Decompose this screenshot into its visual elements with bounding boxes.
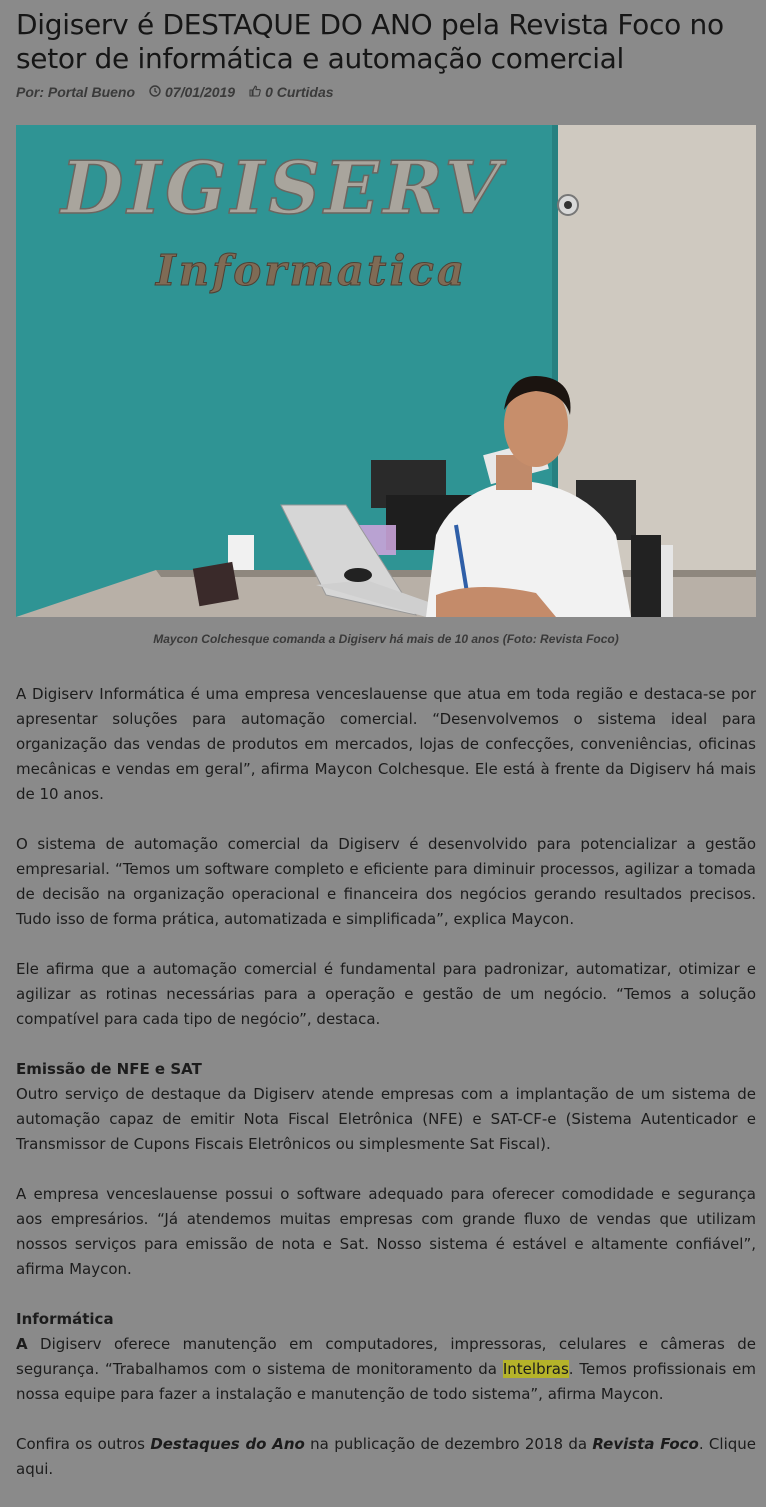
paragraph: O sistema de automação comercial da Digiserv é desenvolvido para potencializar a gestão empresarial. “Temos um software completo e eficiente para diminuir processos, agilizar a tomada de decisão na organização operacional e financeira dos negócios gerando resultados precisos. Tudo isso de forma prática, automatizada e simplificada”, explica Maycon. <box>16 835 756 928</box>
closing-paragraph <box>16 1432 756 1482</box>
author[interactable] <box>16 84 135 100</box>
likes-label: 0 Curtidas <box>265 84 334 100</box>
sign-sub-text: Informatica <box>156 246 468 295</box>
likes[interactable] <box>249 84 333 100</box>
publish-date <box>149 84 235 100</box>
paragraph-text: . Temos profissionais em nossa equipe para fazer a instalação e manutenção de todo sistema”, afirma Maycon. <box>16 1360 756 1403</box>
revista-foco-link[interactable]: Revista Foco <box>592 1435 699 1453</box>
sign-main-text: DIGISERV <box>61 145 505 230</box>
thumbs-up-icon <box>249 84 261 100</box>
lead-letter: A <box>16 1335 28 1353</box>
intelbras-link[interactable]: Intelbras <box>502 1360 569 1378</box>
clique-aqui-link[interactable]: . Clique aqui. <box>16 1435 756 1478</box>
paragraph-text: Digiserv oferece manutenção em computadores, impressoras, celulares e câmeras de segurança. “Trabalhamos com o sistema de monitoramento da <box>16 1335 756 1378</box>
section-heading-informatica: Informática <box>16 1310 114 1328</box>
destaques-link[interactable]: Destaques do Ano <box>150 1435 305 1453</box>
article-photo <box>16 125 756 617</box>
author-label: Por: Portal Bueno <box>16 84 136 100</box>
paragraph: A Digiserv Informática é uma empresa venceslauense que atua em toda região e destaca-se por apresentar soluções para automação comercial. “Desenvolvemos o sistema ideal para organização das vendas de produtos em mercados, lojas de confecções, conveniências, oficinas mecânicas e vendas em geral”, afirma Maycon Colchesque. Ele está à frente da Digiserv há mais de 10 anos. <box>16 685 756 803</box>
photo-caption: Maycon Colchesque comanda a Digiserv há mais de 10 anos (Foto: Revista Foco) <box>153 632 619 646</box>
clock-icon <box>149 84 161 100</box>
paragraph: Ele afirma que a automação comercial é fundamental para padronizar, automatizar, otimizar e agilizar as rotinas necessárias para a operação e gestão de um negócio. “Temos a solução compatível para cada tipo de negócio”, destaca. <box>16 960 756 1028</box>
closing-text: na publicação de dezembro 2018 da <box>304 1435 593 1453</box>
date-label: 07/01/2019 <box>165 84 236 100</box>
paragraph <box>16 1332 756 1407</box>
closing-text: Confira os outros <box>16 1435 151 1453</box>
article-body <box>16 682 756 1507</box>
paragraph: Outro serviço de destaque da Digiserv atende empresas com a implantação de um sistema de automação capaz de emitir Nota Fiscal Eletrônica (NFE) e SAT-CF-e (Sistema Autenticador e Transmissor de Cupons Fiscais Eletrônicos ou simplesmente Sat Fiscal). <box>16 1085 756 1153</box>
article-meta <box>16 82 334 102</box>
paragraph: A empresa venceslauense possui o software adequado para oferecer comodidade e segurança aos empresários. “Já atendemos muitas empresas com grande fluxo de vendas que utilizam nossos serviços para emissão de nota e Sat. Nosso sistema é estável e altamente confiável”, afirma Maycon. <box>16 1185 756 1278</box>
section-heading-nfe: Emissão de NFE e SAT <box>16 1060 202 1078</box>
article-title: Digiserv é DESTAQUE DO ANO pela Revista Foco no setor de informática e automação comercial <box>16 8 724 75</box>
